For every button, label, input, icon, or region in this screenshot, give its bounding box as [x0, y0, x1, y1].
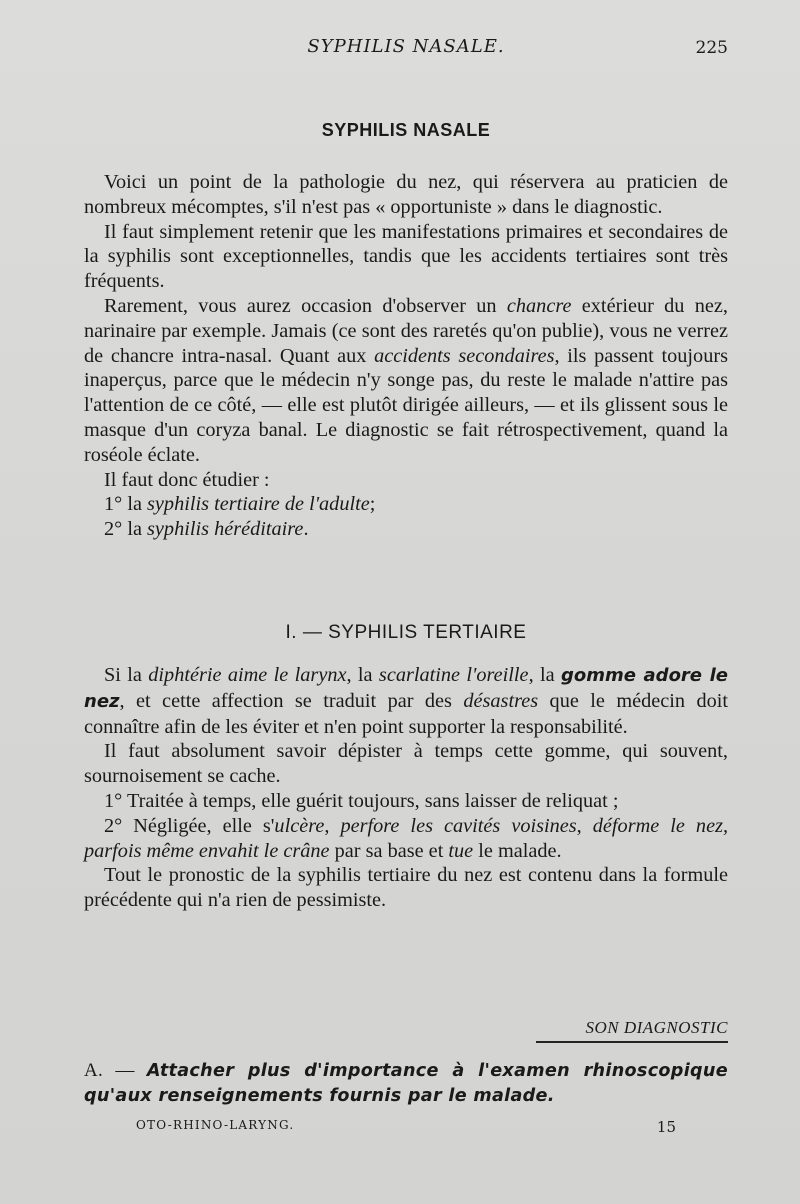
paragraph: Si la diphtérie aime le larynx, la scarlatine l'oreille, la gomme adore le nez, et cette affection se traduit par des désastres que le médecin doit connaître afin de les éviter et n'en point supporter la responsabilité.: [84, 664, 729, 738]
tertiary-section: [84, 663, 728, 913]
subheading: SON DIAGNOSTIC: [585, 1018, 728, 1037]
page-number: 225: [695, 38, 728, 58]
paragraph: 1° Traitée à temps, elle guérit toujours, sans laisser de reliquat ;: [104, 789, 619, 812]
chapter-heading: SYPHILIS NASALE: [321, 120, 491, 140]
running-head: [84, 36, 728, 64]
signature-mark: OTO-RHINO-LARYNG.: [136, 1118, 295, 1132]
page-footer: [136, 1118, 676, 1140]
paragraph: Il faut absolument savoir dépister à temps cette gomme, qui souvent, sournoisement se cache.: [84, 740, 728, 788]
paragraph: Voici un point de la pathologie du nez, qui réservera au praticien de nombreux mécomptes, s'il n'est pas « opportuniste » dans le diagnostic.: [84, 171, 728, 218]
running-head-title: SYPHILIS NASALE.: [307, 36, 505, 57]
paragraph: Il faut donc étudier :: [104, 468, 270, 491]
subheading-rule: [536, 1041, 728, 1043]
list-item: 2° la syphilis héréditaire.: [104, 518, 309, 541]
intro-section: [84, 170, 728, 542]
paragraph: Il faut simplement retenir que les manifestations primaires et secondaires de la syphilis sont exceptionnelles, tandis que les accidents tertiaires sont très fréquents.: [84, 220, 728, 293]
paragraph: Rarement, vous aurez occasion d'observer un chancre extérieur du nez, narinaire par exemple. Jamais (ce sont des raretés qu'on publie), vous ne verrez de chancre intra-nasal. Quant aux accidents secondaires, ils passent toujours inaperçus, parce que le médecin n'y songe pas, du reste le malade n'attire pas l'attention de ce côté, — elle est plutôt dirigée ailleurs, — et ils glissent sous le masque d'un coryza banal. Le diagnostic se fait rétrospectivement, quand la roséole éclate.: [84, 294, 728, 466]
paragraph: Tout le pronostic de la syphilis tertiaire du nez est contenu dans la formule précédente qui n'a rien de pessimiste.: [84, 864, 728, 912]
paragraph: 2° Négligée, elle s'ulcère, perfore les cavités voisines, déforme le nez, parfois même envahit le crâne par sa base et tue le malade.: [84, 814, 729, 862]
diagnostic-rule: A. — Attacher plus d'importance à l'examen rhinoscopique qu'aux renseignements fournis par le malade.: [84, 1060, 728, 1106]
list-item: 1° la syphilis tertiaire de l'adulte;: [104, 493, 376, 516]
sheet-number: 15: [656, 1118, 676, 1136]
section-heading: I. — SYPHILIS TERTIAIRE: [285, 622, 527, 643]
